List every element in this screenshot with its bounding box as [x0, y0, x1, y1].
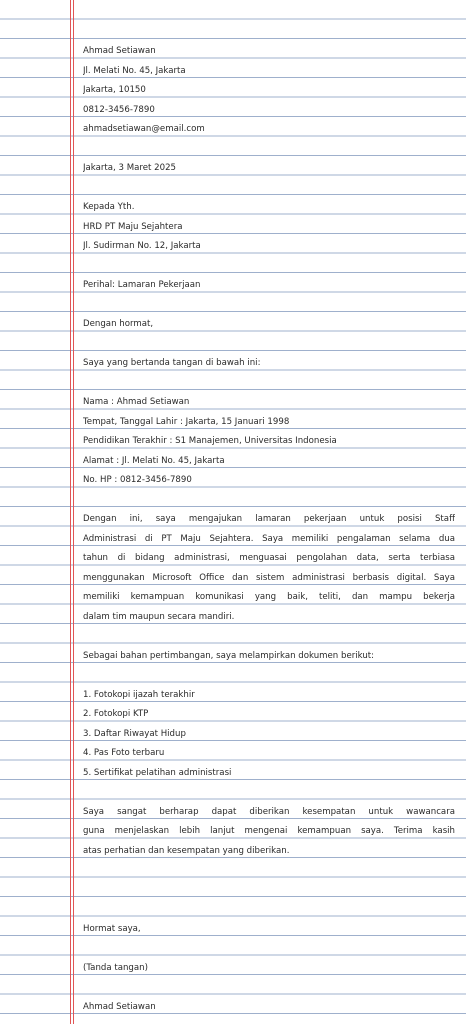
attachment-item: 3. Daftar Riwayat Hidup — [83, 728, 186, 739]
signature: (Tanda tangan) — [83, 962, 148, 973]
body-line: tahun di bidang administrasi, menguasai pengolahan data, serta terbiasa — [83, 553, 455, 563]
margin-line — [73, 0, 74, 1024]
salutation: Dengan hormat, — [83, 319, 154, 329]
personal-name: Nama : Ahmad Setiawan — [83, 397, 190, 407]
sender-name: Ahmad Setiawan — [83, 46, 156, 56]
intro-line: Saya yang bertanda tangan di bawah ini: — [83, 358, 261, 368]
attachment-item: 2. Fotokopi KTP — [83, 709, 149, 719]
body-line: dalam tim maupun secara mandiri. — [83, 611, 235, 622]
closing-line: atas perhatian dan kesempatan yang diberikan. — [83, 845, 290, 856]
body-line: Dengan ini, saya mengajukan lamaran pekerjaan untuk posisi Staff — [83, 514, 455, 524]
body-line: menggunakan Microsoft Office dan sistem administrasi berbasis digital. Saya — [83, 572, 455, 583]
closing-line: Saya sangat berharap dapat diberikan kesempatan untuk wawancara — [83, 806, 455, 817]
closing-line: guna menjelaskan lebih lanjut mengenai kemampuan saya. Terima kasih — [83, 826, 455, 836]
body-line: Administrasi di PT Maju Sejahtera. Saya memiliki pengalaman selama dua — [83, 533, 455, 544]
attachments-intro: Sebagai bahan pertimbangan, saya melampirkan dokumen berikut: — [83, 650, 375, 661]
signoff: Hormat saya, — [83, 923, 141, 934]
signer-name: Ahmad Setiawan — [83, 1001, 156, 1012]
attachment-item: 1. Fotokopi ijazah terakhir — [83, 689, 195, 700]
sender-street: Jl. Melati No. 45, Jakarta — [83, 65, 186, 76]
sender-city: Jakarta, 10150 — [83, 85, 146, 95]
personal-education: Pendidikan Terakhir : S1 Manajemen, Universitas Indonesia — [83, 436, 337, 446]
personal-address: Alamat : Jl. Melati No. 45, Jakarta — [83, 455, 225, 466]
body-line: memiliki kemampuan komunikasi yang baik, teliti, dan mampu bekerja — [83, 592, 455, 602]
letter-subject: Perihal: Lamaran Pekerjaan — [83, 280, 201, 290]
sender-email: ahmadsetiawan@email.com — [83, 124, 205, 134]
recipient-address: Jl. Sudirman No. 12, Jakarta — [83, 241, 201, 251]
recipient-greeting: Kepada Yth. — [83, 202, 135, 212]
attachment-item: 5. Sertifikat pelatihan administrasi — [83, 767, 232, 778]
sender-phone: 0812-3456-7890 — [83, 104, 155, 115]
letter-body — [83, 42, 455, 1017]
recipient-company: HRD PT Maju Sejahtera — [83, 221, 183, 232]
personal-birth: Tempat, Tanggal Lahir : Jakarta, 15 Januari 1998 — [83, 416, 290, 427]
personal-phone: No. HP : 0812-3456-7890 — [83, 475, 192, 485]
letter-date: Jakarta, 3 Maret 2025 — [83, 163, 177, 173]
attachment-item: 4. Pas Foto terbaru — [83, 748, 165, 758]
margin-line — [70, 0, 71, 1024]
